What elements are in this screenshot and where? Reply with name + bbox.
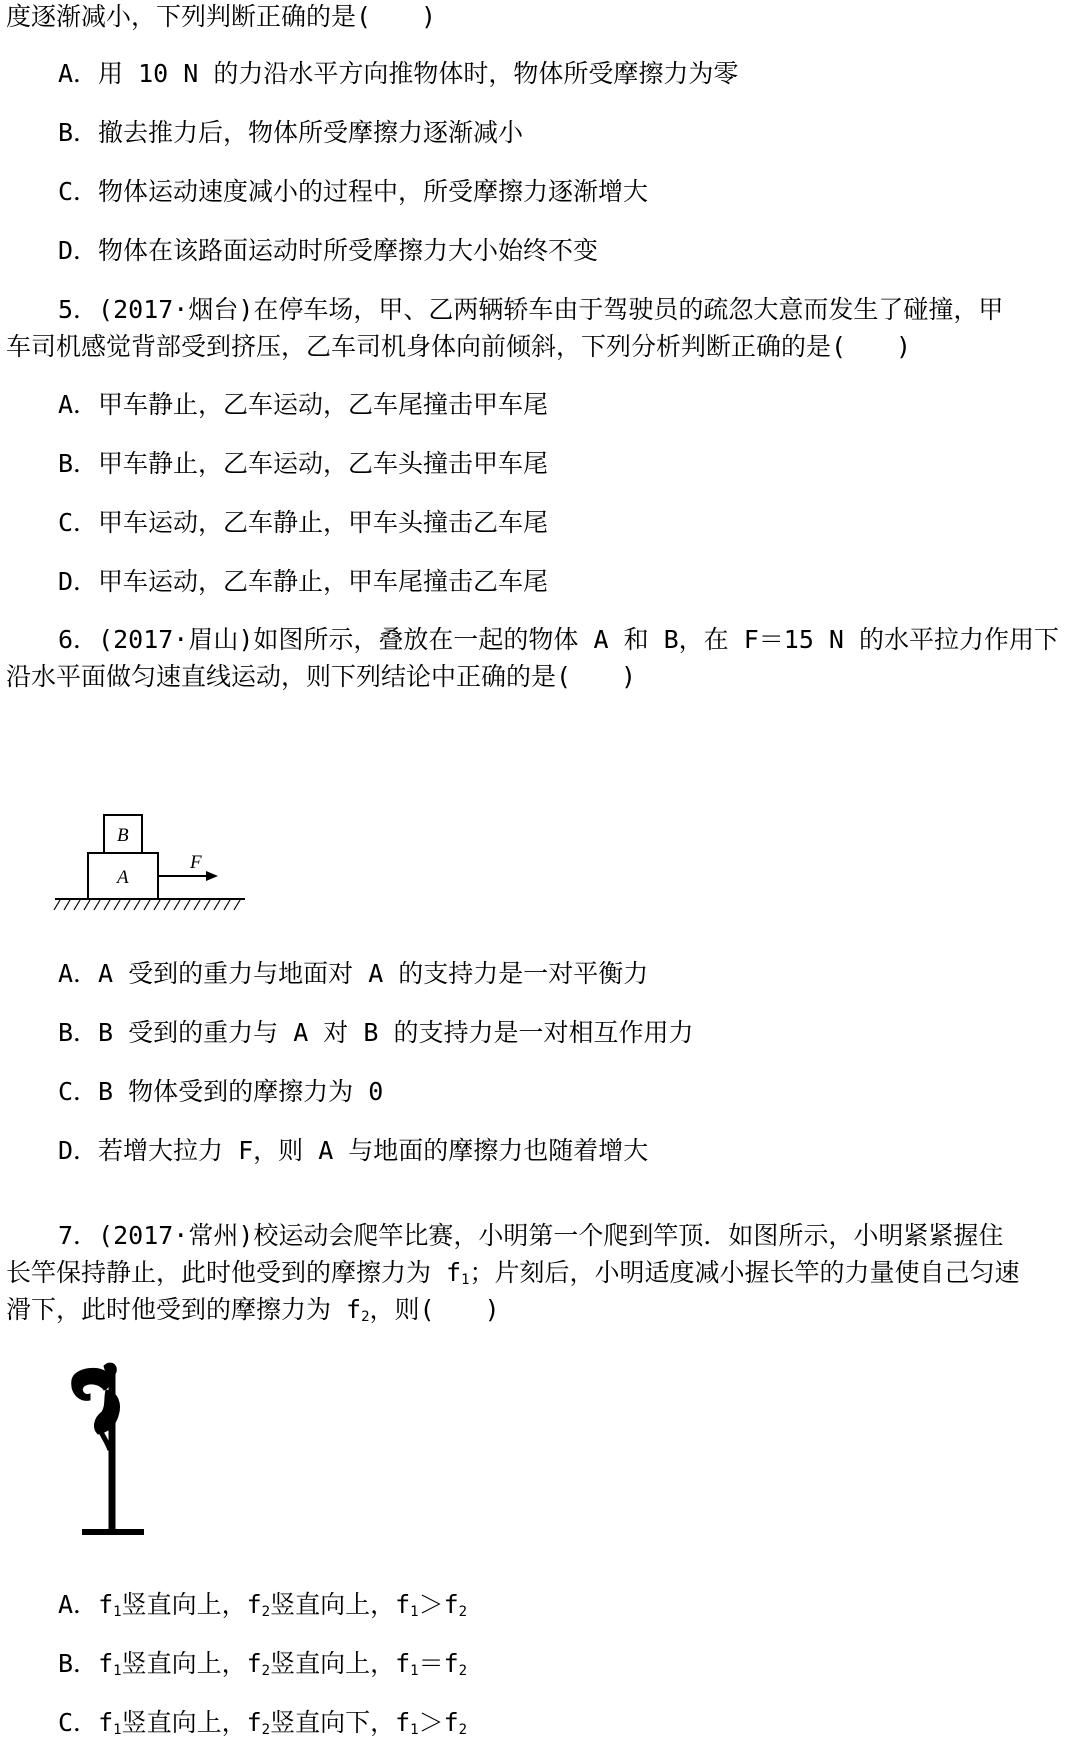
q6-option-b: B．B 受到的重力与 A 对 B 的支持力是一对相互作用力 [58, 1018, 694, 1047]
q4-option-b: B．撤去推力后，物体所受摩擦力逐渐减小 [58, 118, 524, 147]
q7-stem-line2: 长竿保持静止，此时他受到的摩擦力为 $f_1$；片刻后，小明适度减小握长竿的力量使自己匀速 [6, 1258, 1020, 1288]
q7-option-c: C．$f_1$竖直向上，$f_2$竖直向下，$f_1>f_2$ [58, 1708, 468, 1738]
q5-option-c: C．甲车运动，乙车静止，甲车头撞击乙车尾 [58, 508, 549, 537]
q6-option-c: C．B 物体受到的摩擦力为 0 [58, 1077, 384, 1106]
q6-stem-line1: 6．(2017·眉山)如图所示，叠放在一起的物体 A 和 B，在 F＝15 N 的水平拉力作用下 [58, 625, 1060, 654]
q4-stem-tail: 度逐渐减小，下列判断正确的是( ) [6, 2, 437, 31]
ground-hatching [54, 900, 240, 910]
q7-pole-climber-figure [60, 1360, 170, 1540]
q5-stem-line1: 5．(2017·烟台)在停车场，甲、乙两辆轿车由于驾驶员的疏忽大意而发生了碰撞，甲 [58, 295, 1004, 324]
q4-option-d: D．物体在该路面运动时所受摩擦力大小始终不变 [58, 236, 599, 265]
q6-option-a: A．A 受到的重力与地面对 A 的支持力是一对平衡力 [58, 959, 649, 988]
q5-option-a: A．甲车静止，乙车运动，乙车尾撞击甲车尾 [58, 390, 549, 419]
q7-option-b: B．$f_1$竖直向上，$f_2$竖直向上，$f_1=f_2$ [58, 1649, 468, 1679]
q4-option-a: A．用 10 N 的力沿水平方向推物体时，物体所受摩擦力为零 [58, 59, 739, 88]
q7-stem-line1: 7．(2017·常州)校运动会爬竿比赛，小明第一个爬到竿顶．如图所示，小明紧紧握住 [58, 1221, 1004, 1250]
force-arrowhead [206, 871, 218, 881]
q5-stem-line2: 车司机感觉背部受到挤压，乙车司机身体向前倾斜，下列分析判断正确的是( ) [6, 332, 912, 361]
q6-option-d: D．若增大拉力 F，则 A 与地面的摩擦力也随着增大 [58, 1136, 649, 1165]
q4-option-c: C．物体运动速度减小的过程中，所受摩擦力逐渐增大 [58, 177, 649, 206]
label-a: A [117, 867, 129, 888]
q6-stem-line2: 沿水平面做匀速直线运动，则下列结论中正确的是( ) [6, 662, 637, 691]
q5-option-b: B．甲车静止，乙车运动，乙车头撞击甲车尾 [58, 449, 549, 478]
q5-option-d: D．甲车运动，乙车静止，甲车尾撞击乙车尾 [58, 567, 549, 596]
q7-option-a: A．$f_1$竖直向上，$f_2$竖直向上，$f_1>f_2$ [58, 1590, 468, 1620]
label-b: B [117, 825, 129, 846]
q7-stem-line3: 滑下，此时他受到的摩擦力为 $f_2$，则( ) [6, 1295, 500, 1325]
q6-blocks-figure [50, 810, 250, 920]
label-f: F [190, 852, 202, 873]
